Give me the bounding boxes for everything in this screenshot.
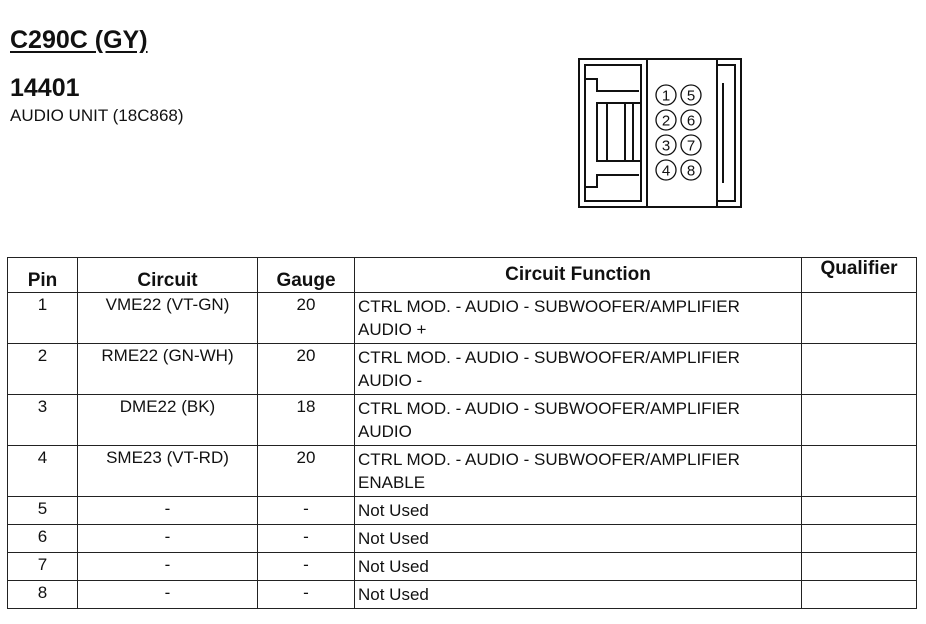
function-line: AUDIO - [358, 371, 423, 390]
circuit-cell: VME22 (VT-GN) [78, 293, 258, 344]
function-line: ENABLE [358, 473, 426, 492]
function-cell [355, 446, 802, 497]
table-row [8, 581, 917, 609]
table-row [8, 497, 917, 525]
qualifier-cell [802, 497, 917, 525]
function-cell [355, 293, 802, 344]
circuit-cell: - [78, 525, 258, 553]
pin-cavity-grid [656, 85, 701, 180]
table-header-row [8, 258, 917, 293]
pin-cell: 4 [8, 446, 78, 497]
function-line: CTRL MOD. - AUDIO - SUBWOOFER/AMPLIFIER [358, 399, 740, 418]
qualifier-cell [802, 293, 917, 344]
table-row [8, 553, 917, 581]
column-header-circuit: Circuit [78, 258, 258, 293]
function-line: AUDIO + [358, 320, 427, 339]
table-row [8, 446, 917, 497]
connector-face-diagram [577, 57, 743, 209]
function-line: CTRL MOD. - AUDIO - SUBWOOFER/AMPLIFIER [358, 297, 740, 316]
pin-cavity-number: 6 [686, 112, 696, 130]
circuit-cell: - [78, 581, 258, 609]
circuit-cell: DME22 (BK) [78, 395, 258, 446]
function-cell: Not Used [355, 497, 802, 525]
function-cell [355, 344, 802, 395]
component-description: AUDIO UNIT (18C868) [10, 106, 184, 125]
pin-cell: 3 [8, 395, 78, 446]
pin-cavity-number: 2 [661, 112, 671, 130]
qualifier-cell [802, 525, 917, 553]
table-row [8, 344, 917, 395]
column-header-pin: Pin [8, 258, 78, 293]
gauge-cell: 18 [258, 395, 355, 446]
pin-cavity-number: 8 [686, 162, 696, 180]
function-line: CTRL MOD. - AUDIO - SUBWOOFER/AMPLIFIER [358, 348, 740, 367]
circuit-cell: RME22 (GN-WH) [78, 344, 258, 395]
gauge-cell: 20 [258, 446, 355, 497]
connector-title: C290C (GY) [10, 26, 148, 54]
column-header-gauge: Gauge [258, 258, 355, 293]
gauge-cell: 20 [258, 293, 355, 344]
function-cell: Not Used [355, 581, 802, 609]
column-header-circuit-function: Circuit Function [355, 258, 802, 293]
part-number: 14401 [10, 74, 80, 102]
qualifier-cell [802, 344, 917, 395]
qualifier-cell [802, 446, 917, 497]
function-cell: Not Used [355, 553, 802, 581]
circuit-cell: - [78, 553, 258, 581]
column-header-qualifier: Qualifier [802, 258, 917, 293]
function-cell [355, 395, 802, 446]
table-row [8, 395, 917, 446]
pin-cell: 2 [8, 344, 78, 395]
pinout-table [7, 257, 917, 609]
pin-cell: 6 [8, 525, 78, 553]
table-row [8, 293, 917, 344]
table-row [8, 525, 917, 553]
function-line: AUDIO [358, 422, 412, 441]
pin-cell: 8 [8, 581, 78, 609]
circuit-cell: SME23 (VT-RD) [78, 446, 258, 497]
pin-cavity-number: 4 [661, 162, 671, 180]
gauge-cell: - [258, 581, 355, 609]
circuit-cell: - [78, 497, 258, 525]
qualifier-cell [802, 395, 917, 446]
pin-cavity-number: 7 [686, 137, 696, 155]
pin-cavity-number: 3 [661, 137, 671, 155]
function-line: CTRL MOD. - AUDIO - SUBWOOFER/AMPLIFIER [358, 450, 740, 469]
pin-cavity-number: 1 [661, 87, 671, 105]
gauge-cell: 20 [258, 344, 355, 395]
pin-cell: 1 [8, 293, 78, 344]
qualifier-cell [802, 581, 917, 609]
pin-cell: 5 [8, 497, 78, 525]
gauge-cell: - [258, 553, 355, 581]
gauge-cell: - [258, 525, 355, 553]
pin-cell: 7 [8, 553, 78, 581]
pin-cavity-number: 5 [686, 87, 696, 105]
gauge-cell: - [258, 497, 355, 525]
qualifier-cell [802, 553, 917, 581]
function-cell: Not Used [355, 525, 802, 553]
